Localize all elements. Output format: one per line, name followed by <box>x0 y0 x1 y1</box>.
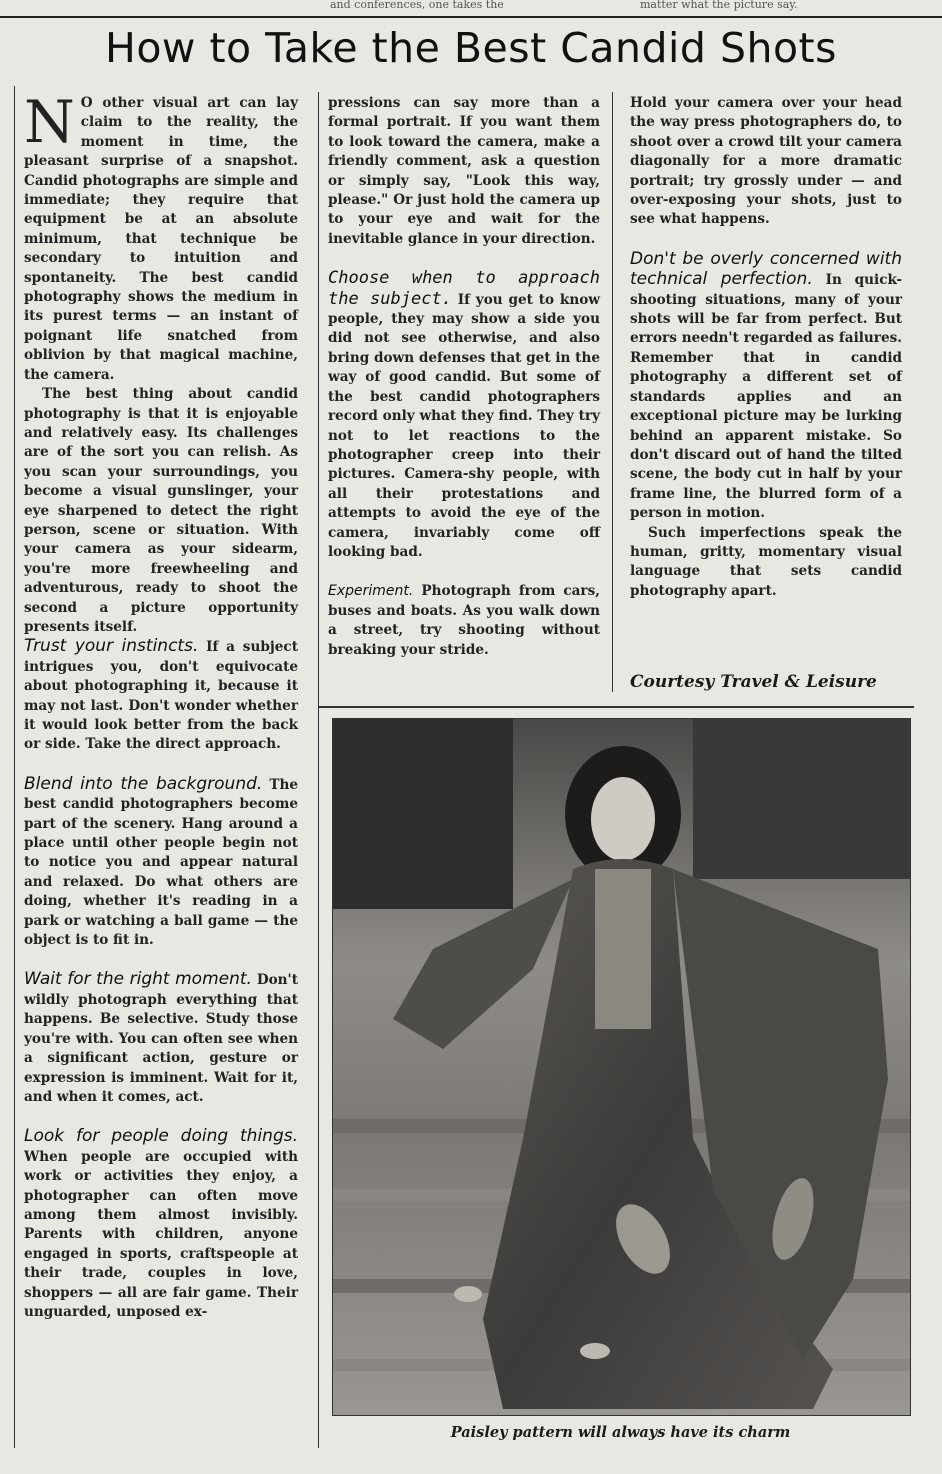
credit-line: Courtesy Travel & Leisure <box>630 672 877 692</box>
column-2 <box>328 94 600 660</box>
section-experiment: Experiment. Photograph from cars, buses and boats. As you walk down a street, try shooting without breaking your stride. <box>328 583 600 658</box>
article-photo <box>332 718 911 1416</box>
section-blend: Blend into the background. The best candid photographers become part of the scenery. Hang around a place until other people begin not to notice you and appear natural and relaxed. Do what others are doing, whether it's reading in a park or watching a ball game — the object is to fit in. <box>24 773 298 949</box>
top-fragment-right: matter what the picture say. <box>640 0 798 11</box>
column-rule-2 <box>612 92 613 692</box>
column3-paragraph-1: Hold your camera over your head the way press photographers do, to shoot over a crowd tilt your camera diagonally for a more dramatic portrait; try grossly under — and over-exposing your shots, just to see what happens. <box>630 95 902 228</box>
subhead-trust: Trust your instincts. <box>24 636 199 657</box>
photo-caption: Paisley pattern will always have its charm <box>450 1424 791 1441</box>
column2-paragraph-1: pressions can say more than a formal portrait. If you want them to look toward the camera, make a friendly comment, ask a question or simply say, "Look this way, please." Or just hold the camera up to your eye and wait for the inevitable glance in your direction. <box>328 95 600 247</box>
section-look: Look for people doing things. When people are occupied with work or activities they enjoy, a photographer can often move among them almost invisibly. Parents with children, anyone engaged in sports, craftspeople at their trade, couples in love, shoppers — all are fair game. Their unguarded, unposed ex- <box>24 1126 298 1320</box>
subhead-look: Look for people doing things. <box>24 1126 298 1147</box>
paragraph-2: The best thing about candid photography is that it is enjoyable and relatively easy. Its challenges are of the sort you can relish. As you scan your surroundings, you become a visual gunslinger, your eye sharpened to detect the right person, scene or situation. With your camera as your sidearm, you're more freewheeling and adventurous, ready to shoot the second a picture opportunity presents itself. <box>24 386 298 635</box>
top-fragment-middle: and conferences, one takes the <box>330 0 504 11</box>
drop-cap: N <box>24 88 75 156</box>
section-trust: Trust your instincts. If a subject intrigues you, don't equivocate about photographing it, because it may not last. Don't wonder whether it would look better from the back or side. Take the direct approach. <box>24 636 298 753</box>
intro-paragraph: N O other visual art can lay claim to the reality, the moment in time, the pleasant surprise of a snapshot. Candid photographs are simple and immediate; they require that equipment be at an absolute minimum, that technique be secondary to intuition and spontaneity. The best candid photography shows the medium in its purest terms — an instant of poignant life snatched from oblivion by that magical machine, the camera. <box>24 88 298 383</box>
previous-article-strip <box>0 0 942 18</box>
photo-image <box>333 719 910 1415</box>
column-1 <box>24 88 298 1322</box>
left-border-rule <box>14 86 15 1448</box>
subhead-blend: Blend into the background. <box>24 773 263 794</box>
section-choose: Choose when to approach the subject. If you get to know people, they may show a side you did not see otherwise, and also bring down defenses that get in the way of good candid. But some of the best candid photographers record only what they find. They try not to let reactions to the photographer creep into their pictures. Camera-shy people, with all their protestations and attempts to avoid the eye of the camera, invariably come off looking bad. <box>328 268 600 560</box>
column3-paragraph-3: Such imperfections speak the human, gritty, momentary visual language that sets candid photography apart. <box>630 524 902 599</box>
column-3 <box>630 94 902 601</box>
subhead-experiment: Experiment. <box>328 583 414 600</box>
subhead-wait: Wait for the right moment. <box>24 969 252 990</box>
column-rule-1 <box>318 92 319 1448</box>
section-technical: Don't be overly concerned with technical perfection. In quick-shooting situations, many of your shots will be far from perfect. But errors needn't regarded as failures. Remember that in candid photography a different set of standards applies and an exceptional picture may be lurking behind an apparent mistake. So don't discard out of hand the tilted scene, the body cut in half by your frame line, the blurred form of a person in motion. <box>630 248 903 522</box>
section-wait: Wait for the right moment. Don't wildly photograph everything that happens. Be selective. Study those you're with. You can often see when a significant action, gesture or expression is imminent. Wait for it, and when it comes, act. <box>24 969 298 1105</box>
subhead-technical: Don't be overly concerned with technical perfection. <box>630 248 902 290</box>
subhead-choose: Choose when to approach the subject. <box>328 268 600 309</box>
headline: How to Take the Best Candid Shots <box>105 24 837 72</box>
photo-top-rule <box>318 706 914 708</box>
